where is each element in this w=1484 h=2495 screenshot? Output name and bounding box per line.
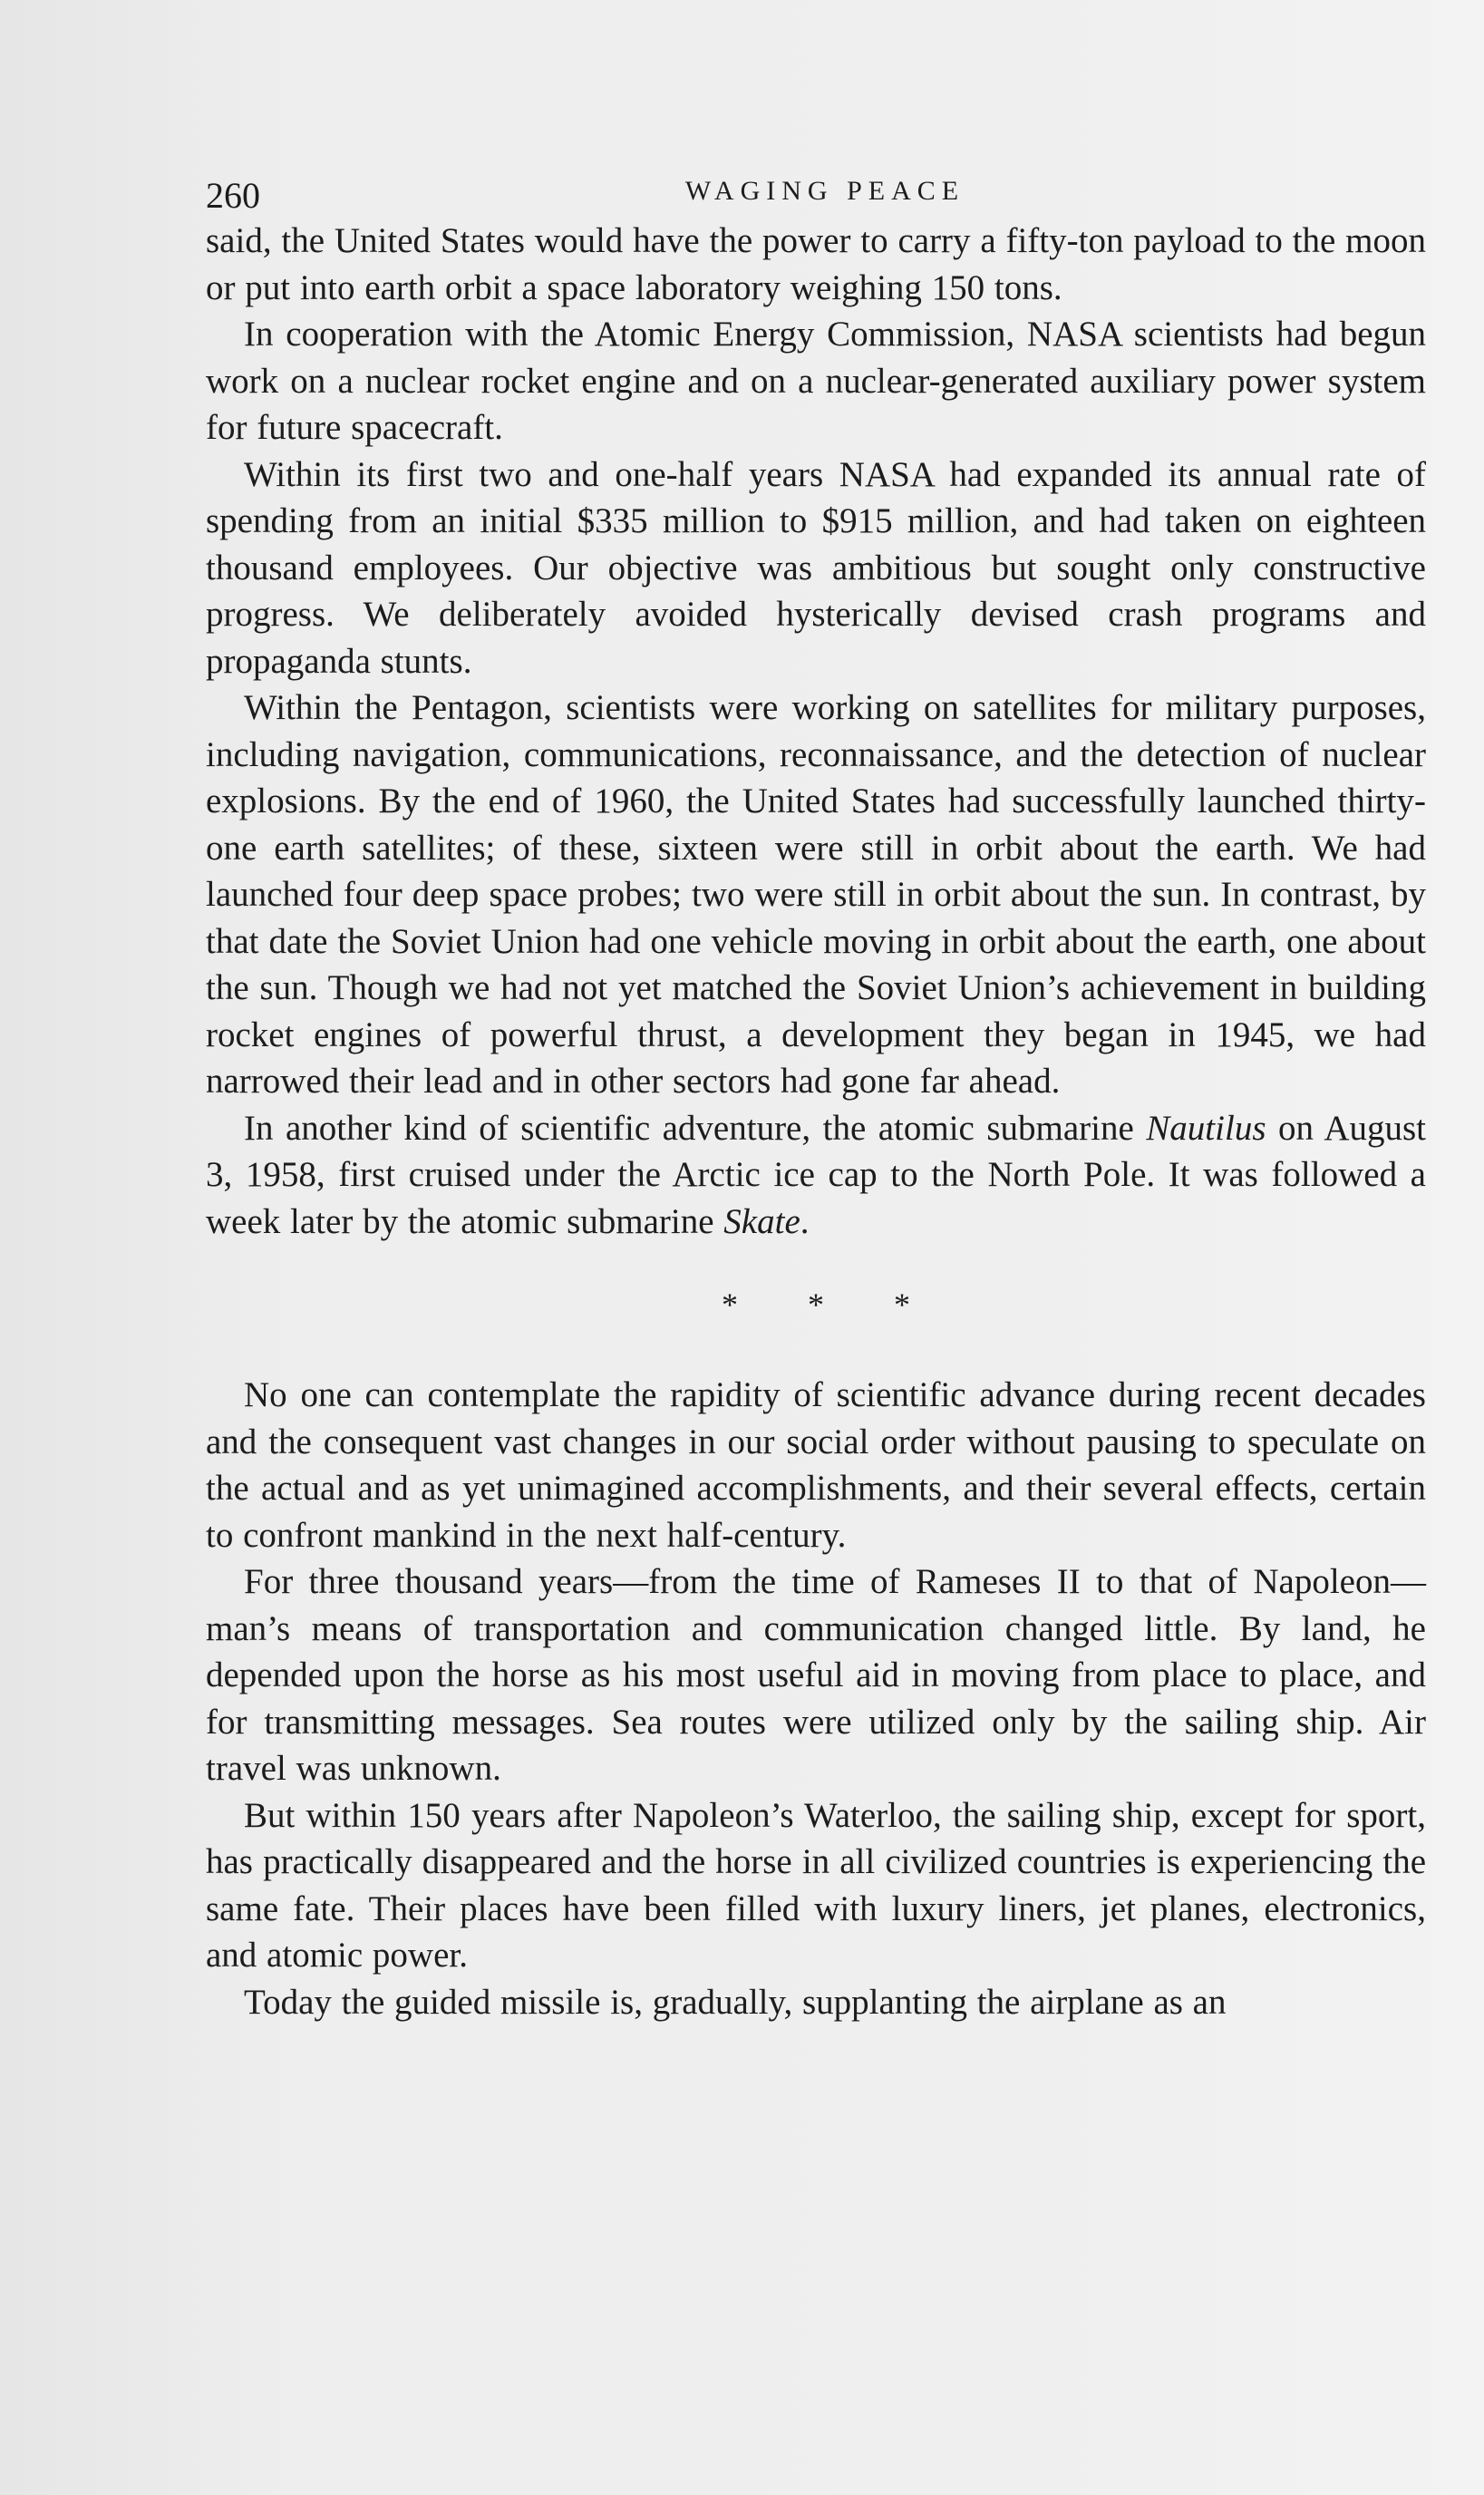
- paragraph: [206, 1372, 1426, 1558]
- asterisk-mark: *: [894, 1286, 910, 1323]
- body-text-before-break: [206, 218, 1426, 1245]
- text-run: on August 3, 1958, first cruised under the Arctic ice cap to the North Pole. It was followed a week later by the atomic submarine: [206, 1108, 1426, 1241]
- running-title: WAGING PEACE: [684, 176, 965, 206]
- paragraph: [206, 1792, 1426, 1979]
- text-run: But within 150 years after Napoleon’s Waterloo, the sailing ship, except for sport, has practically disappeared and the horse in all civilized countries is experiencing the same fate. Their places have been filled with luxury liners, jet planes, electronics, and atomic power.: [206, 1795, 1426, 1975]
- body-text-after-break: [206, 1372, 1426, 2025]
- paragraph: [206, 1558, 1426, 1792]
- running-head: [206, 163, 1426, 218]
- text-run: Today the guided missile is, gradually, supplanting the airplane as an: [244, 1982, 1227, 2022]
- italic-text: Skate: [723, 1201, 800, 1241]
- section-break: [206, 1279, 1426, 1330]
- asterisk-mark: *: [808, 1286, 824, 1323]
- page-number: 260: [206, 175, 260, 216]
- paragraph: [206, 1105, 1426, 1246]
- text-run: .: [800, 1201, 810, 1241]
- paragraph: [206, 1979, 1426, 2026]
- paragraph: [206, 451, 1426, 685]
- text-run: Within the Pentagon, scientists were working on satellites for military purposes, including navigation, communications, reconnaissance, and the detection of nuclear explosions. By the end of 1960, the United States had successfully launched thirty-one earth satellites; of these, sixteen were still in orbit about the earth. We had launched four deep space probes; two were still in orbit about the sun. In contrast, by that date the Soviet Union had one vehicle moving in orbit about the earth, one about the sun. Though we had not yet matched the Soviet Union’s achievement in building rocket engines of powerful thrust, a development they began in 1945, we had narrowed their lead and in other sectors had gone far ahead.: [206, 688, 1426, 1101]
- text-run: For three thousand years—from the time of Rameses II to that of Napoleon—man’s means of transportation and communication changed little. By land, he depended upon the horse as his most useful aid in moving from place to place, and for transmitting messages. Sea routes were utilized only by the sailing ship. Air travel was unknown.: [206, 1562, 1426, 1788]
- paragraph: [206, 311, 1426, 451]
- text-run: In cooperation with the Atomic Energy Commission, NASA scientists had begun work on a nuclear rocket engine and on a nuclear-generated auxiliary power system for future spacecraft.: [206, 315, 1426, 447]
- text-run: In another kind of scientific adventure, the atomic submarine: [244, 1108, 1147, 1148]
- book-page: [206, 163, 1426, 2025]
- text-run: said, the United States would have the power to carry a fifty-ton payload to the moon or put into earth orbit a space laboratory weighing 150 tons.: [206, 221, 1426, 307]
- text-run: No one can contemplate the rapidity of scientific advance during recent decades and the consequent vast changes in our social order without pausing to speculate on the actual and as yet unimagined accomplishments, and their several effects, certain to confront mankind in the next half-century.: [206, 1375, 1426, 1555]
- italic-text: Nautilus: [1146, 1108, 1266, 1148]
- paragraph: [206, 684, 1426, 1105]
- asterisk-mark: *: [722, 1286, 738, 1323]
- text-run: Within its first two and one-half years NASA had expanded its annual rate of spending from an initial $335 million to $915 million, and had taken on eighteen thousand employees. Our objective was ambitious but sought only constructive progress. We deliberately avoided hysterically devised crash programs and propaganda stunts.: [206, 454, 1426, 681]
- paragraph: [206, 218, 1426, 311]
